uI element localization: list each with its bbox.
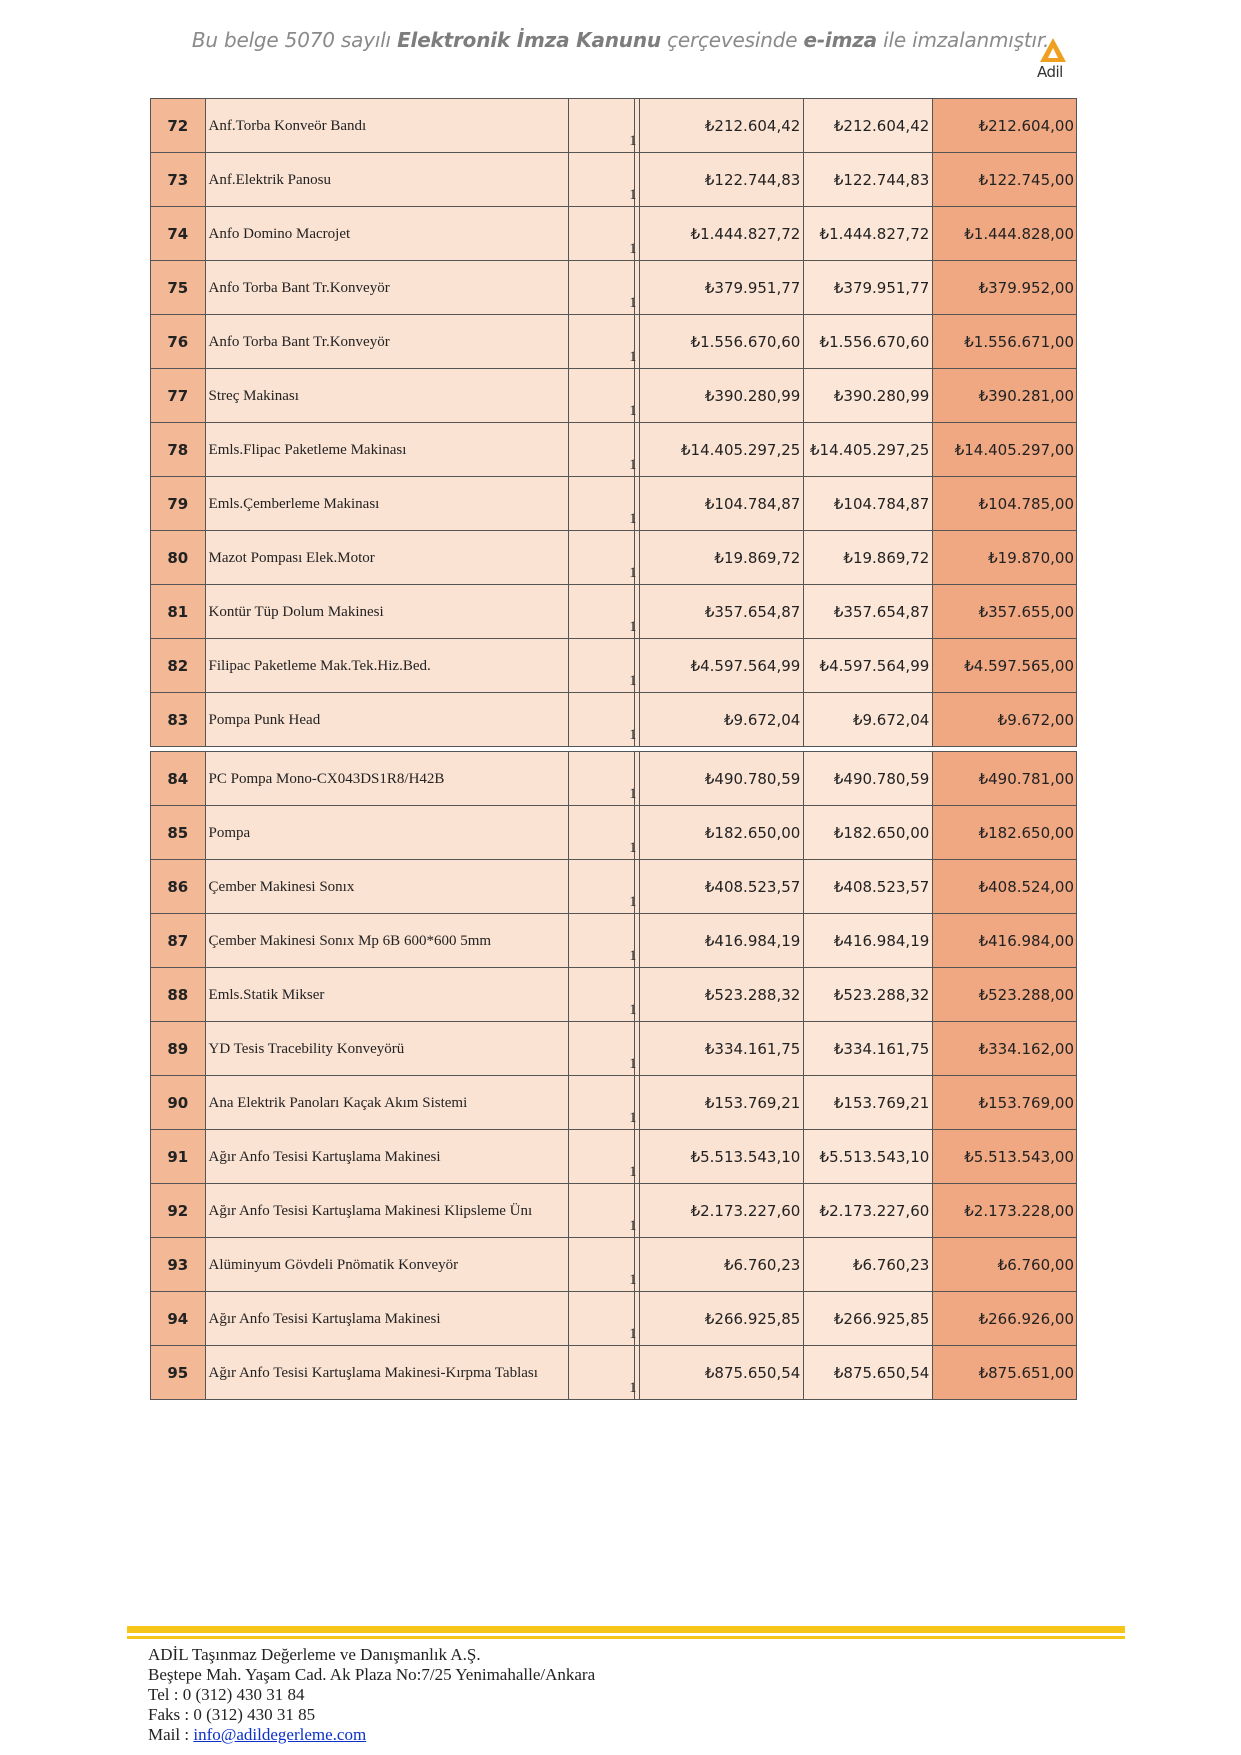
unit-value: ₺357.654,87 bbox=[639, 585, 804, 639]
asset-name bbox=[205, 585, 569, 639]
quantity: 1 bbox=[629, 187, 637, 203]
footer-mail-label: Mail : bbox=[148, 1725, 194, 1744]
unit-value: ₺1.556.670,60 bbox=[639, 315, 804, 369]
empty-cell bbox=[569, 207, 635, 261]
table-row bbox=[151, 860, 1077, 914]
unit-value: ₺9.672,04 bbox=[639, 693, 804, 747]
banner-text: çerçevesinde bbox=[660, 28, 804, 52]
asset-name-text: Pompa Punk Head bbox=[208, 711, 321, 728]
total-value: ₺6.760,23 bbox=[804, 1238, 933, 1292]
quantity: 1 bbox=[629, 673, 637, 689]
total-value: ₺408.523,57 bbox=[804, 860, 933, 914]
quantity: 1 bbox=[629, 786, 637, 802]
unit-value: ₺14.405.297,25 bbox=[639, 423, 804, 477]
banner-text: Bu belge 5070 sayılı bbox=[191, 28, 398, 52]
quantity: 1 bbox=[629, 133, 637, 149]
table-row bbox=[151, 585, 1077, 639]
table-row bbox=[151, 1238, 1077, 1292]
unit-value: ₺416.984,19 bbox=[639, 914, 804, 968]
table-row bbox=[151, 1022, 1077, 1076]
empty-cell bbox=[569, 261, 635, 315]
total-value: ₺5.513.543,10 bbox=[804, 1130, 933, 1184]
row-number: 85 bbox=[151, 806, 206, 860]
empty-cell bbox=[569, 1346, 635, 1400]
table-row bbox=[151, 423, 1077, 477]
empty-cell bbox=[569, 639, 635, 693]
rounded-value: ₺14.405.297,00 bbox=[933, 423, 1077, 477]
banner-text: ile imzalanmıştır. bbox=[876, 28, 1050, 52]
empty-cell bbox=[569, 1022, 635, 1076]
asset-name bbox=[205, 99, 569, 153]
rounded-value: ₺490.781,00 bbox=[933, 752, 1077, 806]
table-row bbox=[151, 99, 1077, 153]
empty-cell bbox=[569, 968, 635, 1022]
unit-value: ₺4.597.564,99 bbox=[639, 639, 804, 693]
total-value: ₺523.288,32 bbox=[804, 968, 933, 1022]
row-number: 72 bbox=[151, 99, 206, 153]
table-row bbox=[151, 531, 1077, 585]
total-value: ₺390.280,99 bbox=[804, 369, 933, 423]
empty-cell bbox=[569, 315, 635, 369]
quantity: 1 bbox=[629, 619, 637, 635]
empty-cell bbox=[569, 806, 635, 860]
row-number: 79 bbox=[151, 477, 206, 531]
asset-name bbox=[205, 968, 569, 1022]
row-number: 88 bbox=[151, 968, 206, 1022]
asset-name bbox=[205, 1076, 569, 1130]
table-row bbox=[151, 806, 1077, 860]
row-number: 90 bbox=[151, 1076, 206, 1130]
unit-value: ₺212.604,42 bbox=[639, 99, 804, 153]
banner-e-imza: e-imza bbox=[803, 28, 877, 52]
table-row bbox=[151, 261, 1077, 315]
asset-name-text: Ağır Anfo Tesisi Kartuşlama Makinesi Klipsleme Ünı bbox=[208, 1202, 533, 1219]
table-row bbox=[151, 1076, 1077, 1130]
rounded-value: ₺5.513.543,00 bbox=[933, 1130, 1077, 1184]
quantity: 1 bbox=[629, 349, 637, 365]
table-row bbox=[151, 1346, 1077, 1400]
unit-value: ₺1.444.827,72 bbox=[639, 207, 804, 261]
asset-name bbox=[205, 1292, 569, 1346]
empty-cell bbox=[569, 1292, 635, 1346]
asset-name bbox=[205, 693, 569, 747]
asset-name-text: Anfo Torba Bant Tr.Konveyör bbox=[208, 333, 390, 350]
total-value: ₺1.556.670,60 bbox=[804, 315, 933, 369]
asset-name bbox=[205, 315, 569, 369]
rounded-value: ₺875.651,00 bbox=[933, 1346, 1077, 1400]
quantity: 1 bbox=[629, 894, 637, 910]
quantity: 1 bbox=[629, 565, 637, 581]
table-row bbox=[151, 968, 1077, 1022]
quantity: 1 bbox=[629, 403, 637, 419]
rounded-value: ₺2.173.228,00 bbox=[933, 1184, 1077, 1238]
total-value: ₺4.597.564,99 bbox=[804, 639, 933, 693]
rounded-value: ₺357.655,00 bbox=[933, 585, 1077, 639]
row-number: 75 bbox=[151, 261, 206, 315]
empty-cell bbox=[569, 914, 635, 968]
footer-company: ADİL Taşınmaz Değerleme ve Danışmanlık A.Ş. bbox=[148, 1645, 481, 1664]
unit-value: ₺5.513.543,10 bbox=[639, 1130, 804, 1184]
total-value: ₺357.654,87 bbox=[804, 585, 933, 639]
asset-name bbox=[205, 153, 569, 207]
rounded-value: ₺379.952,00 bbox=[933, 261, 1077, 315]
asset-name-text: Streç Makinası bbox=[208, 387, 299, 404]
row-number: 93 bbox=[151, 1238, 206, 1292]
total-value: ₺334.161,75 bbox=[804, 1022, 933, 1076]
total-value: ₺14.405.297,25 bbox=[804, 423, 933, 477]
rounded-value: ₺523.288,00 bbox=[933, 968, 1077, 1022]
empty-cell bbox=[569, 153, 635, 207]
total-value: ₺416.984,19 bbox=[804, 914, 933, 968]
rounded-value: ₺4.597.565,00 bbox=[933, 639, 1077, 693]
quantity: 1 bbox=[629, 295, 637, 311]
rounded-value: ₺153.769,00 bbox=[933, 1076, 1077, 1130]
total-value: ₺182.650,00 bbox=[804, 806, 933, 860]
row-number: 94 bbox=[151, 1292, 206, 1346]
row-number: 87 bbox=[151, 914, 206, 968]
total-value: ₺212.604,42 bbox=[804, 99, 933, 153]
asset-name-text: Emls.Çemberleme Makinası bbox=[208, 495, 380, 512]
asset-name bbox=[205, 639, 569, 693]
asset-name-text: Anf.Elektrik Panosu bbox=[208, 171, 332, 188]
quantity: 1 bbox=[629, 1380, 637, 1396]
row-number: 81 bbox=[151, 585, 206, 639]
asset-name-text: Emls.Statik Mikser bbox=[208, 986, 325, 1003]
empty-cell bbox=[569, 423, 635, 477]
unit-value: ₺266.925,85 bbox=[639, 1292, 804, 1346]
row-number: 77 bbox=[151, 369, 206, 423]
empty-cell bbox=[569, 1130, 635, 1184]
total-value: ₺153.769,21 bbox=[804, 1076, 933, 1130]
asset-name-text: YD Tesis Tracebility Konveyörü bbox=[208, 1040, 405, 1057]
table-row bbox=[151, 1130, 1077, 1184]
empty-cell bbox=[569, 531, 635, 585]
asset-name-text: PC Pompa Mono-CX043DS1R8/H42B bbox=[208, 770, 445, 787]
rounded-value: ₺6.760,00 bbox=[933, 1238, 1077, 1292]
unit-value: ₺408.523,57 bbox=[639, 860, 804, 914]
logo-triangle-icon bbox=[1040, 38, 1066, 62]
footer-mail bbox=[148, 1725, 595, 1745]
unit-value: ₺104.784,87 bbox=[639, 477, 804, 531]
asset-name bbox=[205, 1346, 569, 1400]
asset-name bbox=[205, 261, 569, 315]
quantity: 1 bbox=[629, 1326, 637, 1342]
unit-value: ₺6.760,23 bbox=[639, 1238, 804, 1292]
empty-cell bbox=[569, 369, 635, 423]
asset-name-text: Ağır Anfo Tesisi Kartuşlama Makinesi bbox=[208, 1310, 441, 1327]
unit-value: ₺523.288,32 bbox=[639, 968, 804, 1022]
total-value: ₺104.784,87 bbox=[804, 477, 933, 531]
asset-name-text: Çember Makinesi Sonıx bbox=[208, 878, 355, 895]
table-row bbox=[151, 639, 1077, 693]
rounded-value: ₺390.281,00 bbox=[933, 369, 1077, 423]
row-number: 80 bbox=[151, 531, 206, 585]
empty-cell bbox=[569, 1238, 635, 1292]
rounded-value: ₺122.745,00 bbox=[933, 153, 1077, 207]
empty-cell bbox=[569, 1184, 635, 1238]
row-number: 92 bbox=[151, 1184, 206, 1238]
unit-value: ₺334.161,75 bbox=[639, 1022, 804, 1076]
asset-name-text: Emls.Flipac Paketleme Makinası bbox=[208, 441, 407, 458]
rounded-value: ₺19.870,00 bbox=[933, 531, 1077, 585]
asset-name-text: Anfo Torba Bant Tr.Konveyör bbox=[208, 279, 390, 296]
asset-name-text: Ana Elektrik Panoları Kaçak Akım Sistemi bbox=[208, 1094, 468, 1111]
table-row bbox=[151, 914, 1077, 968]
total-value: ₺19.869,72 bbox=[804, 531, 933, 585]
row-number: 84 bbox=[151, 752, 206, 806]
unit-value: ₺182.650,00 bbox=[639, 806, 804, 860]
asset-name bbox=[205, 1238, 569, 1292]
rounded-value: ₺212.604,00 bbox=[933, 99, 1077, 153]
unit-value: ₺875.650,54 bbox=[639, 1346, 804, 1400]
row-number: 91 bbox=[151, 1130, 206, 1184]
quantity: 1 bbox=[629, 948, 637, 964]
asset-name-text: Kontür Tüp Dolum Makinesi bbox=[208, 603, 384, 620]
table-row bbox=[151, 1184, 1077, 1238]
table-row bbox=[151, 1292, 1077, 1346]
total-value: ₺379.951,77 bbox=[804, 261, 933, 315]
empty-cell bbox=[569, 860, 635, 914]
empty-cell bbox=[569, 752, 635, 806]
footer-tel: Tel : 0 (312) 430 31 84 bbox=[148, 1685, 305, 1704]
row-number: 82 bbox=[151, 639, 206, 693]
quantity: 1 bbox=[629, 1164, 637, 1180]
asset-name-text: Anfo Domino Macrojet bbox=[208, 225, 351, 242]
asset-name bbox=[205, 369, 569, 423]
row-number: 74 bbox=[151, 207, 206, 261]
asset-name-text: Filipac Paketleme Mak.Tek.Hiz.Bed. bbox=[208, 657, 431, 674]
rounded-value: ₺1.444.828,00 bbox=[933, 207, 1077, 261]
quantity: 1 bbox=[629, 1056, 637, 1072]
empty-cell bbox=[569, 585, 635, 639]
rounded-value: ₺408.524,00 bbox=[933, 860, 1077, 914]
asset-name-text: Mazot Pompası Elek.Motor bbox=[208, 549, 375, 566]
total-value: ₺490.780,59 bbox=[804, 752, 933, 806]
rounded-value: ₺182.650,00 bbox=[933, 806, 1077, 860]
table-row bbox=[151, 153, 1077, 207]
logo-word: Adil bbox=[1037, 63, 1063, 81]
footer-divider-thin bbox=[127, 1636, 1125, 1639]
total-value: ₺875.650,54 bbox=[804, 1346, 933, 1400]
quantity: 1 bbox=[629, 511, 637, 527]
asset-name bbox=[205, 477, 569, 531]
row-number: 83 bbox=[151, 693, 206, 747]
quantity: 1 bbox=[629, 1218, 637, 1234]
quantity: 1 bbox=[629, 1002, 637, 1018]
asset-name-text: Ağır Anfo Tesisi Kartuşlama Makinesi-Kırpma Tablası bbox=[208, 1364, 538, 1381]
quantity: 1 bbox=[629, 1272, 637, 1288]
adil-logo bbox=[1037, 38, 1069, 86]
asset-name-text: Ağır Anfo Tesisi Kartuşlama Makinesi bbox=[208, 1148, 441, 1165]
table-row bbox=[151, 315, 1077, 369]
asset-name bbox=[205, 1184, 569, 1238]
asset-name bbox=[205, 423, 569, 477]
total-value: ₺2.173.227,60 bbox=[804, 1184, 933, 1238]
asset-name-text: Alüminyum Gövdeli Pnömatik Konveyör bbox=[208, 1256, 459, 1273]
rounded-value: ₺416.984,00 bbox=[933, 914, 1077, 968]
table-row bbox=[151, 207, 1077, 261]
total-value: ₺266.925,85 bbox=[804, 1292, 933, 1346]
unit-value: ₺390.280,99 bbox=[639, 369, 804, 423]
footer-fax: Faks : 0 (312) 430 31 85 bbox=[148, 1705, 316, 1724]
asset-name bbox=[205, 914, 569, 968]
quantity: 1 bbox=[629, 457, 637, 473]
empty-cell bbox=[569, 99, 635, 153]
asset-name bbox=[205, 806, 569, 860]
unit-value: ₺153.769,21 bbox=[639, 1076, 804, 1130]
total-value: ₺9.672,04 bbox=[804, 693, 933, 747]
table-row bbox=[151, 752, 1077, 806]
row-number: 73 bbox=[151, 153, 206, 207]
unit-value: ₺2.173.227,60 bbox=[639, 1184, 804, 1238]
row-number: 76 bbox=[151, 315, 206, 369]
unit-value: ₺19.869,72 bbox=[639, 531, 804, 585]
row-number: 86 bbox=[151, 860, 206, 914]
quantity: 1 bbox=[629, 727, 637, 743]
table-row bbox=[151, 369, 1077, 423]
empty-cell bbox=[569, 1076, 635, 1130]
asset-name bbox=[205, 531, 569, 585]
empty-cell bbox=[569, 477, 635, 531]
asset-name-text: Anf.Torba Konveör Bandı bbox=[208, 117, 367, 134]
asset-name bbox=[205, 752, 569, 806]
footer-divider bbox=[127, 1626, 1125, 1633]
rounded-value: ₺266.926,00 bbox=[933, 1292, 1077, 1346]
row-number: 89 bbox=[151, 1022, 206, 1076]
rounded-value: ₺334.162,00 bbox=[933, 1022, 1077, 1076]
rounded-value: ₺104.785,00 bbox=[933, 477, 1077, 531]
banner-law-name: Elektronik İmza Kanunu bbox=[397, 28, 661, 52]
row-number: 78 bbox=[151, 423, 206, 477]
unit-value: ₺379.951,77 bbox=[639, 261, 804, 315]
empty-cell bbox=[569, 693, 635, 747]
table-row bbox=[151, 477, 1077, 531]
asset-name bbox=[205, 207, 569, 261]
asset-name-text: Çember Makinesi Sonıx Mp 6B 600*600 5mm bbox=[208, 932, 492, 949]
asset-name bbox=[205, 860, 569, 914]
quantity: 1 bbox=[629, 840, 637, 856]
unit-value: ₺122.744,83 bbox=[639, 153, 804, 207]
footer-address: Beştepe Mah. Yaşam Cad. Ak Plaza No:7/25 Yenimahalle/Ankara bbox=[148, 1665, 596, 1684]
asset-name bbox=[205, 1022, 569, 1076]
unit-value: ₺490.780,59 bbox=[639, 752, 804, 806]
rounded-value: ₺1.556.671,00 bbox=[933, 315, 1077, 369]
rounded-value: ₺9.672,00 bbox=[933, 693, 1077, 747]
asset-name bbox=[205, 1130, 569, 1184]
asset-table bbox=[150, 98, 1077, 1400]
table-row bbox=[151, 693, 1077, 747]
total-value: ₺1.444.827,72 bbox=[804, 207, 933, 261]
quantity: 1 bbox=[629, 1110, 637, 1126]
asset-name-text: Pompa bbox=[208, 824, 251, 841]
quantity: 1 bbox=[629, 241, 637, 257]
footer-mail-link[interactable]: info@adildegerleme.com bbox=[193, 1725, 367, 1744]
row-number: 95 bbox=[151, 1346, 206, 1400]
footer bbox=[148, 1645, 595, 1745]
total-value: ₺122.744,83 bbox=[804, 153, 933, 207]
